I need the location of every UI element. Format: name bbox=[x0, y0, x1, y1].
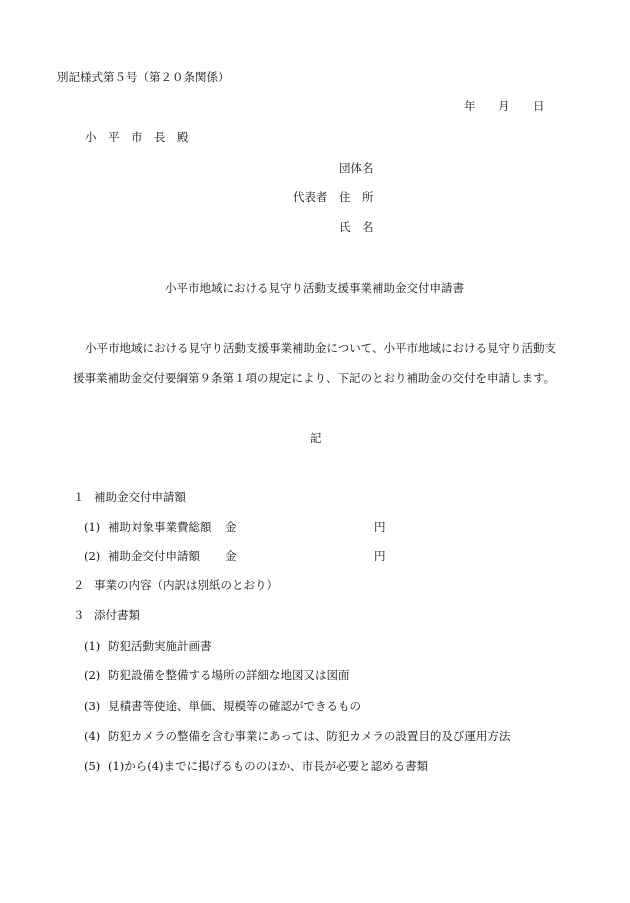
item-1-2-kin: 金 bbox=[225, 549, 237, 563]
address-label: 住 所 bbox=[339, 190, 374, 204]
item-1-1-yen: 円 bbox=[374, 520, 386, 534]
item-3-1-label: 防犯活動実施計画書 bbox=[108, 639, 212, 653]
item-1-2-yen: 円 bbox=[374, 549, 386, 563]
item-3-3-label: 見積書等使途、単価、規模等の確認ができるもの bbox=[108, 699, 361, 713]
section-1-number: １ bbox=[73, 490, 85, 504]
item-1-1-number: (1) bbox=[84, 520, 101, 534]
section-3-label: 添付書類 bbox=[94, 608, 140, 622]
ki-heading: 記 bbox=[310, 431, 322, 445]
body-line-2: 援事業補助金交付要綱第９条第１項の規定により、下記のとおり補助金の交付を申請します。 bbox=[73, 371, 556, 385]
form-number: 別記様式第５号（第２０条関係） bbox=[57, 70, 230, 84]
document-title: 小平市地域における見守り活動支援事業補助金交付申請書 bbox=[165, 281, 464, 295]
item-1-1-kin: 金 bbox=[225, 520, 237, 534]
item-3-1-number: (1) bbox=[84, 639, 101, 653]
item-3-2-number: (2) bbox=[84, 668, 101, 682]
item-3-4-label: 防犯カメラの整備を含む事業にあっては、防犯カメラの設置目的及び運用方法 bbox=[108, 729, 511, 743]
section-2-label: 事業の内容（内訳は別紙のとおり） bbox=[94, 578, 278, 592]
item-3-3-number: (3) bbox=[84, 699, 101, 713]
org-name-label: 団体名 bbox=[339, 161, 374, 175]
item-3-5-label: (1)から(4)までに掲げるもののほか、市長が必要と認める書類 bbox=[108, 759, 429, 773]
item-3-2-label: 防犯設備を整備する場所の詳細な地図又は図面 bbox=[108, 668, 350, 682]
item-1-1-label: 補助対象事業費総額 bbox=[108, 520, 212, 534]
name-label: 氏 名 bbox=[339, 220, 374, 234]
body-line-1: 小平市地域における見守り活動支援事業補助金について、小平市地域における見守り活動支 bbox=[85, 341, 557, 355]
representative-prefix: 代表者 bbox=[293, 190, 328, 204]
item-1-2-label: 補助金交付申請額 bbox=[108, 549, 200, 563]
addressee: 小 平 市 長 殿 bbox=[85, 130, 189, 144]
item-1-2-number: (2) bbox=[84, 549, 101, 563]
section-2-number: ２ bbox=[73, 578, 85, 592]
item-3-4-number: (4) bbox=[84, 729, 101, 743]
section-1-label: 補助金交付申請額 bbox=[94, 490, 186, 504]
date-day: 日 bbox=[533, 99, 545, 113]
section-3-number: ３ bbox=[73, 608, 85, 622]
item-3-5-number: (5) bbox=[84, 759, 101, 773]
date-month: 月 bbox=[498, 99, 510, 113]
date-year: 年 bbox=[464, 99, 476, 113]
